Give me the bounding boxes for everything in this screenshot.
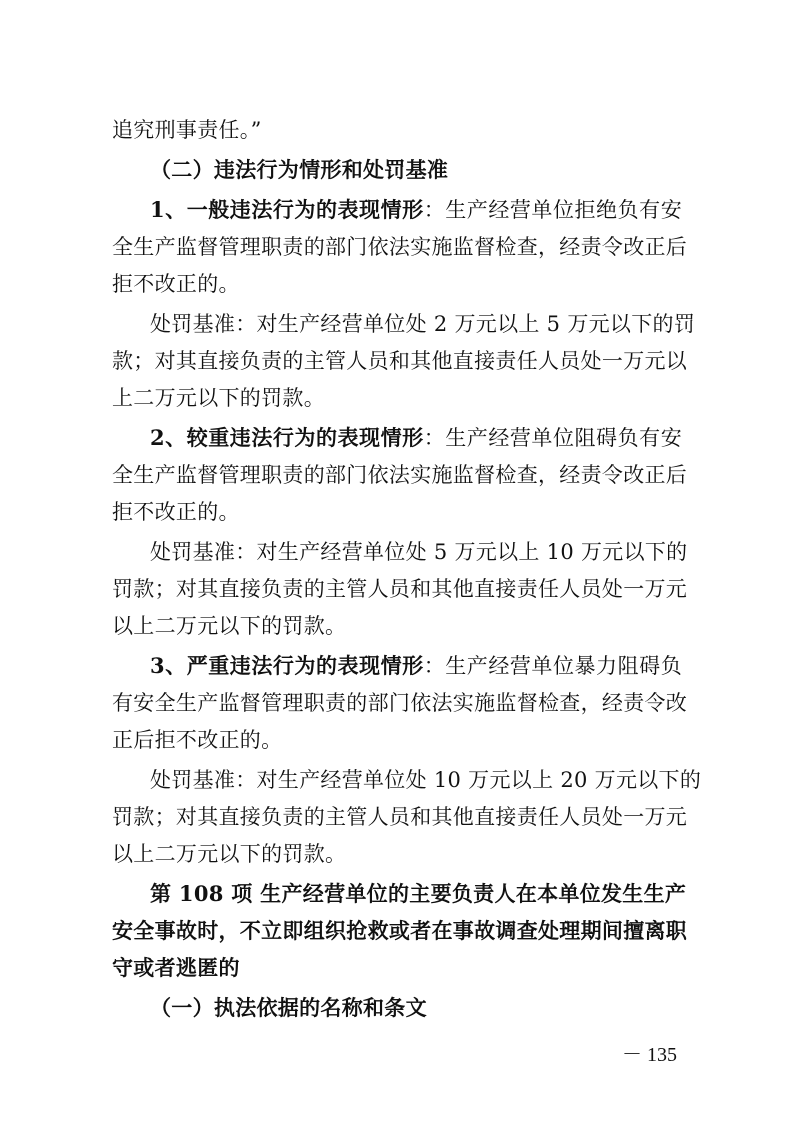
text-line: 追究刑事责任。” xyxy=(112,118,262,142)
paragraph-line: 以上二万元以下的罚款。 xyxy=(112,842,347,866)
paragraph-line xyxy=(150,652,682,680)
paragraph-line: 全生产监督管理职责的部门依法实施监督检查，经责令改正后 xyxy=(112,463,688,487)
situation-label: 2、较重违法行为的表现情形 xyxy=(150,425,424,450)
paragraph-line: 罚款；对其直接负责的主管人员和其他直接责任人员处一万元 xyxy=(112,805,688,829)
item-heading-line: 守或者逃匿的 xyxy=(112,955,240,980)
paragraph-line: 处罚基准：对生产经营单位处 2 万元以上 5 万元以下的罚 xyxy=(150,312,696,336)
paragraph-line xyxy=(150,424,682,452)
section-heading: （一）执法依据的名称和条文 xyxy=(150,995,427,1020)
paragraph-line: 款；对其直接负责的主管人员和其他直接责任人员处一万元以 xyxy=(112,349,688,373)
situation-text: ：生产经营单位暴力阻碍负 xyxy=(423,654,682,678)
item-heading-line: 第 108 项 生产经营单位的主要负责人在本单位发生生产 xyxy=(150,881,687,906)
paragraph-line: 罚款；对其直接负责的主管人员和其他直接责任人员处一万元 xyxy=(112,577,688,601)
paragraph-line: 正后拒不改正的。 xyxy=(112,728,283,752)
page-number: － 135 xyxy=(622,1044,677,1066)
paragraph-line: 处罚基准：对生产经营单位处 5 万元以上 10 万元以下的 xyxy=(150,540,688,564)
item-heading-line: 安全事故时，不立即组织抢救或者在事故调查处理期间擅离职 xyxy=(112,918,688,943)
situation-text: ：生产经营单位拒绝负有安 xyxy=(423,198,682,222)
paragraph-line: 以上二万元以下的罚款。 xyxy=(112,614,347,638)
situation-label: 1、一般违法行为的表现情形 xyxy=(150,197,424,222)
paragraph-line: 全生产监督管理职责的部门依法实施监督检查，经责令改正后 xyxy=(112,235,688,259)
situation-text: ：生产经营单位阻碍负有安 xyxy=(423,426,682,450)
situation-label: 3、严重违法行为的表现情形 xyxy=(150,653,424,678)
paragraph-line: 有安全生产监督管理职责的部门依法实施监督检查，经责令改 xyxy=(112,691,688,715)
paragraph-line: 拒不改正的。 xyxy=(112,500,240,524)
section-heading: （二）违法行为情形和处罚基准 xyxy=(150,157,449,182)
paragraph-line xyxy=(150,196,682,224)
paragraph-line: 处罚基准：对生产经营单位处 10 万元以上 20 万元以下的 xyxy=(150,768,702,792)
paragraph-line: 拒不改正的。 xyxy=(112,272,240,296)
paragraph-line: 上二万元以下的罚款。 xyxy=(112,386,325,410)
